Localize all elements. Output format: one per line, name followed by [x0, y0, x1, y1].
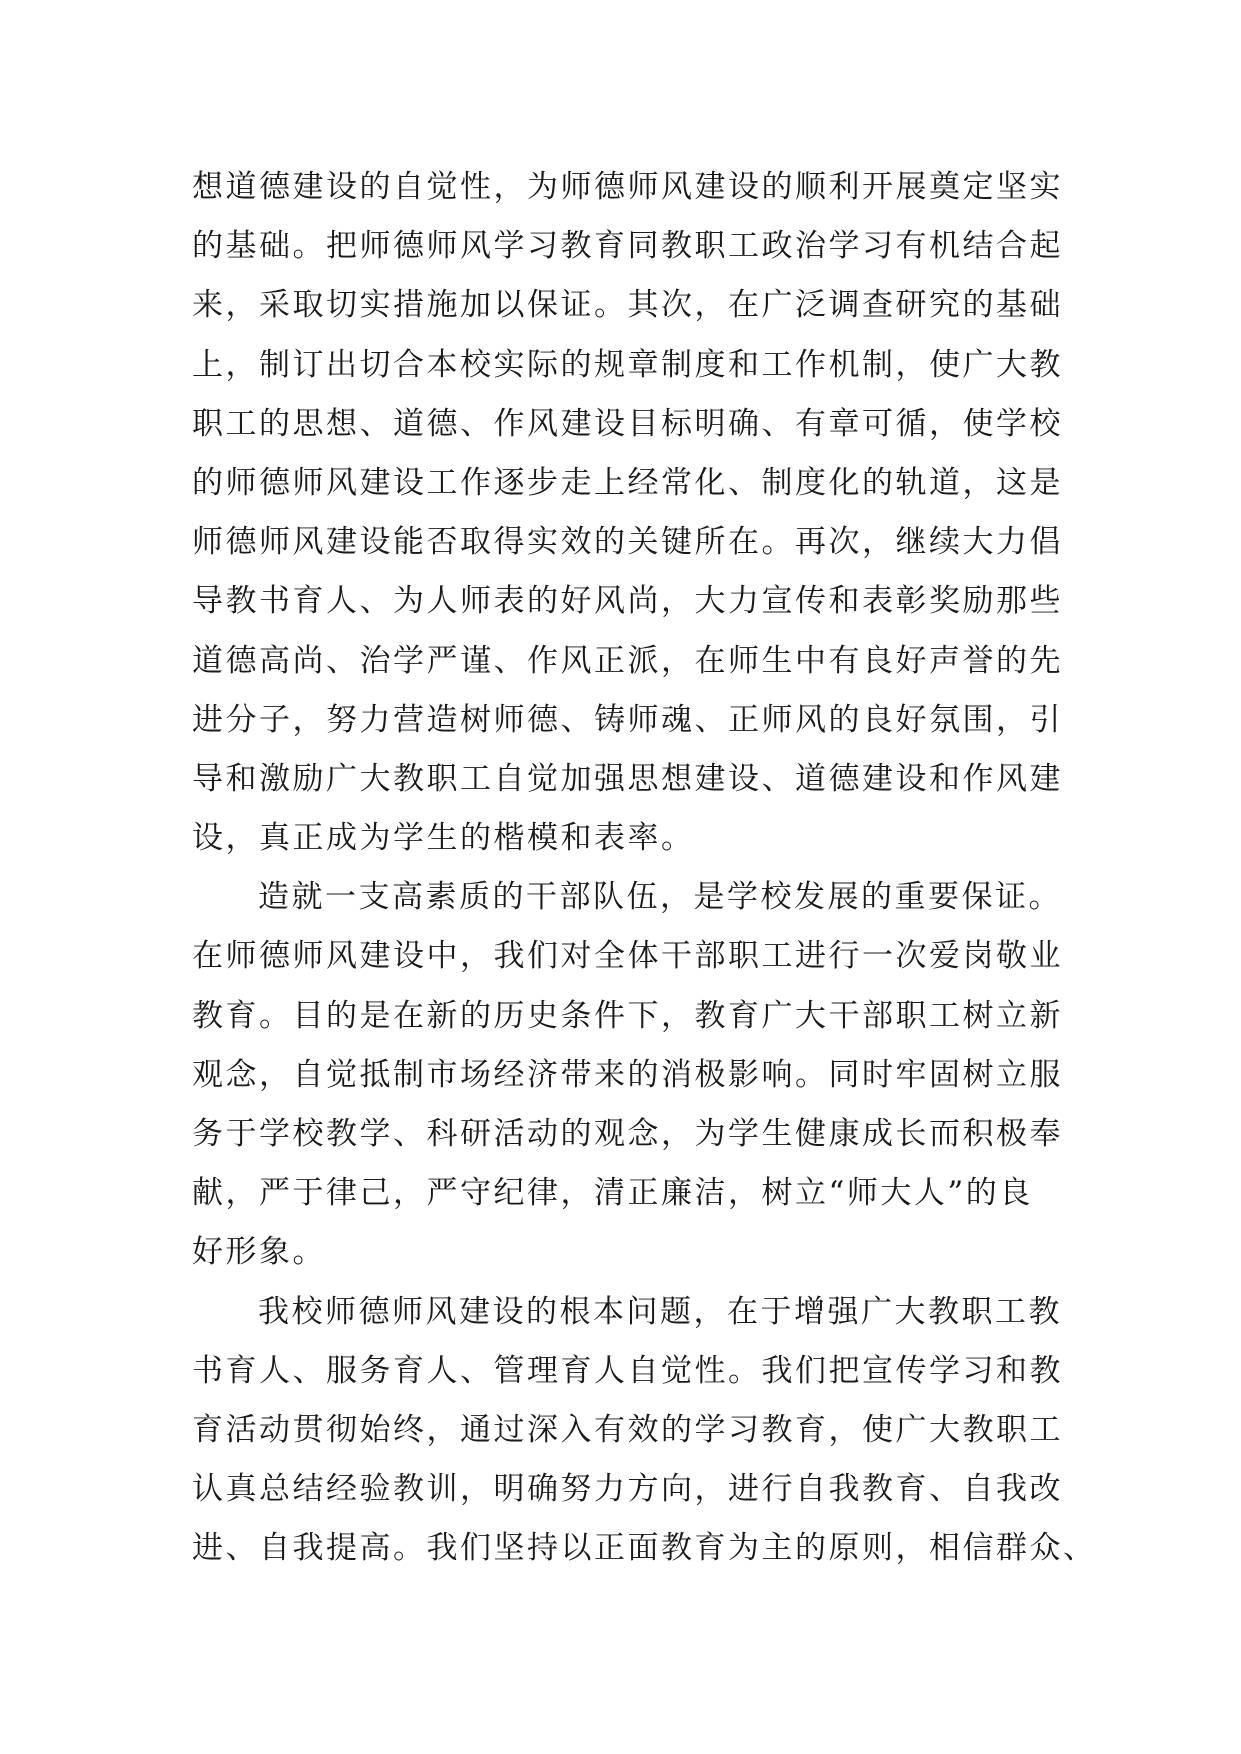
text-line: 书育人、服务育人、管理育人自觉性。我们把宣传学习和教	[192, 1352, 1063, 1389]
text-line: 务于学校教学、科研活动的观念，为学生健康成长而积极奉	[192, 1116, 1063, 1152]
text-line: 造就一支高素质的干部队伍，是学校发展的重要保证。	[258, 879, 1062, 916]
text-line: 教育。目的是在新的历史条件下，教育广大干部职工树立新	[192, 997, 1063, 1034]
text-line: 好形象。	[192, 1234, 326, 1271]
text-line: 设，真正成为学生的楷模和表率。	[192, 820, 695, 857]
text-line: 道德高尚、治学严谨、作风正派，在师生中有良好声誉的先	[192, 642, 1063, 679]
text-line: 认真总结经验教训，明确努力方向，进行自我教育、自我改	[192, 1471, 1063, 1508]
text-line: 上，制订出切合本校实际的规章制度和工作机制，使广大教	[192, 346, 1063, 383]
text-line: 职工的思想、道德、作风建设目标明确、有章可循，使学校	[192, 405, 1063, 442]
body-text	[192, 158, 1097, 1579]
text-line: 进分子，努力营造树师德、铸师魂、正师风的良好氛围，引	[192, 701, 1063, 738]
text-line: 想道德建设的自觉性，为师德师风建设的顺利开展奠定坚实	[192, 169, 1063, 205]
text-line: 导教书育人、为人师表的好风尚，大力宣传和表彰奖励那些	[192, 583, 1063, 620]
text-line: 献，严于律己，严守纪律，清正廉洁，树立“师大人”的良	[192, 1175, 1033, 1212]
text-line: 导和激励广大教职工自觉加强思想建设、道德建设和作风建	[192, 760, 1063, 797]
text-line: 在师德师风建设中，我们对全体干部职工进行一次爱岗敬业	[192, 938, 1063, 975]
text-line: 我校师德师风建设的根本问题，在于增强广大教职工教	[258, 1293, 1062, 1330]
text-line: 观念，自觉抵制市场经济带来的消极影响。同时牢固树立服	[192, 1056, 1063, 1093]
text-line: 的师德师风建设工作逐步走上经常化、制度化的轨道，这是	[192, 464, 1063, 501]
text-line: 来，采取切实措施加以保证。其次，在广泛调查研究的基础	[192, 287, 1063, 324]
text-line: 的基础。把师德师风学习教育同教职工政治学习有机结合起	[192, 228, 1063, 265]
text-line: 师德师风建设能否取得实效的关键所在。再次，继续大力倡	[192, 524, 1063, 561]
text-line: 育活动贯彻始终，通过深入有效的学习教育，使广大教职工	[192, 1411, 1063, 1448]
text-line: 进、自我提高。我们坚持以正面教育为主的原则，相信群众、	[192, 1530, 1097, 1567]
